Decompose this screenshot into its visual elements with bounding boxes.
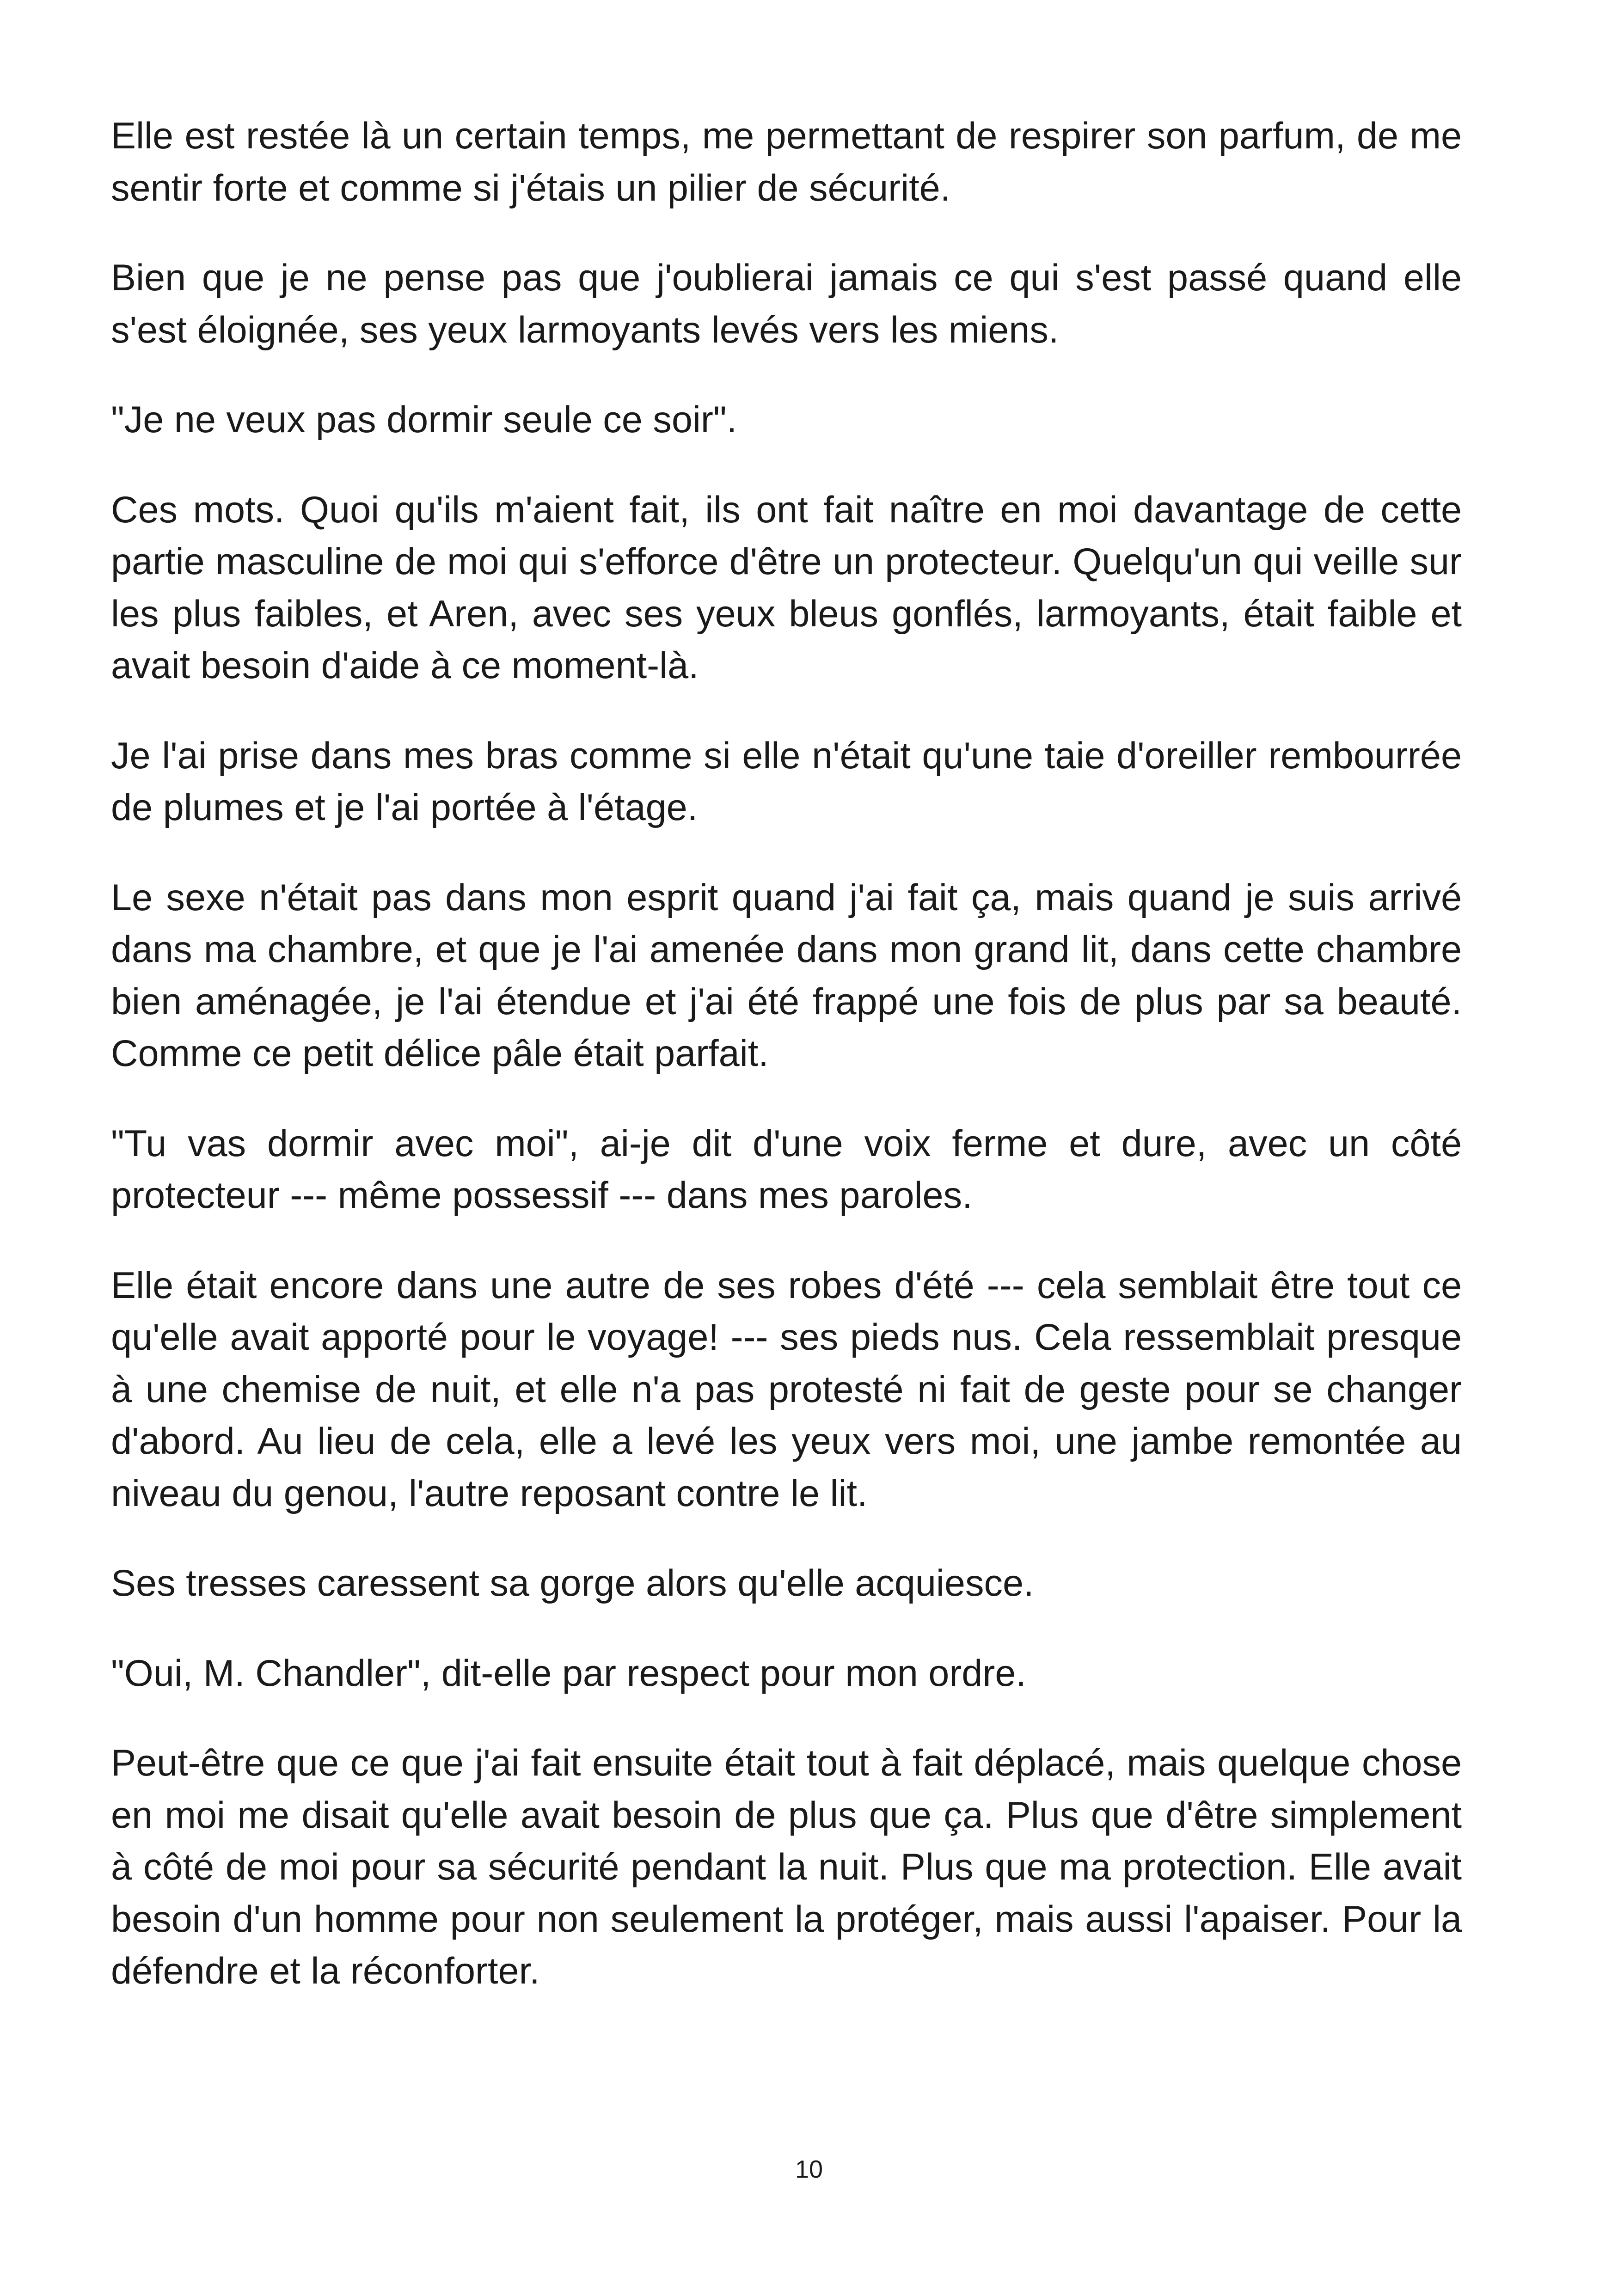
paragraph: Le sexe n'était pas dans mon esprit quand j'ai fait ça, mais quand je suis arrivé dans ma chambre, et que je l'ai amenée dans mon grand lit, dans cette chambre bien aménagée, je l'ai étendue et j'ai été frappé une fois de plus par sa beauté. Comme ce petit délice pâle était parfait. (111, 876, 1462, 1074)
paragraph: Elle était encore dans une autre de ses robes d'été --- cela semblait être tout ce qu'elle avait apporté pour le voyage! --- ses pieds nus. Cela ressemblait presque à une chemise de nuit, et elle n'a pas protesté ni fait de geste pour se changer d'abord. Au lieu de cela, elle a levé les yeux vers moi, une jambe remontée au niveau du genou, l'autre reposant contre le lit. (111, 1264, 1462, 1514)
paragraph: "Je ne veux pas dormir seule ce soir". (111, 399, 737, 441)
paragraph: Peut-être que ce que j'ai fait ensuite était tout à fait déplacé, mais quelque chose en moi me disait qu'elle avait besoin de plus que ça. Plus que d'être simplement à côté de moi pour sa sécurité pendant la nuit. Plus que ma protection. Elle avait besoin d'un homme pour non seulement la protéger, mais aussi l'apaiser. Pour la défendre et la réconforter. (111, 1742, 1462, 1992)
body-text (111, 110, 1462, 1997)
paragraph: "Tu vas dormir avec moi", ai-je dit d'une voix ferme et dure, avec un côté protecteur --- même possessif --- dans mes paroles. (111, 1122, 1462, 1216)
paragraph: Bien que je ne pense pas que j'oublierai jamais ce qui s'est passé quand elle s'est éloignée, ses yeux larmoyants levés vers les miens. (111, 257, 1462, 351)
paragraph: Elle est restée là un certain temps, me permettant de respirer son parfum, de me sentir forte et comme si j'étais un pilier de sécurité. (111, 115, 1462, 209)
paragraph: "Oui, M. Chandler", dit-elle par respect pour mon ordre. (111, 1652, 1026, 1694)
paragraph: Je l'ai prise dans mes bras comme si elle n'était qu'une taie d'oreiller rembourrée de plumes et je l'ai portée à l'étage. (111, 735, 1462, 828)
paragraph: Ses tresses caressent sa gorge alors qu'elle acquiesce. (111, 1562, 1034, 1604)
page-number: 10 (795, 2155, 823, 2183)
paragraph: Ces mots. Quoi qu'ils m'aient fait, ils ont fait naître en moi davantage de cette partie masculine de moi qui s'efforce d'être un protecteur. Quelqu'un qui veille sur les plus faibles, et Aren, avec ses yeux bleus gonflés, larmoyants, était faible et avait besoin d'aide à ce moment-là. (111, 489, 1462, 686)
